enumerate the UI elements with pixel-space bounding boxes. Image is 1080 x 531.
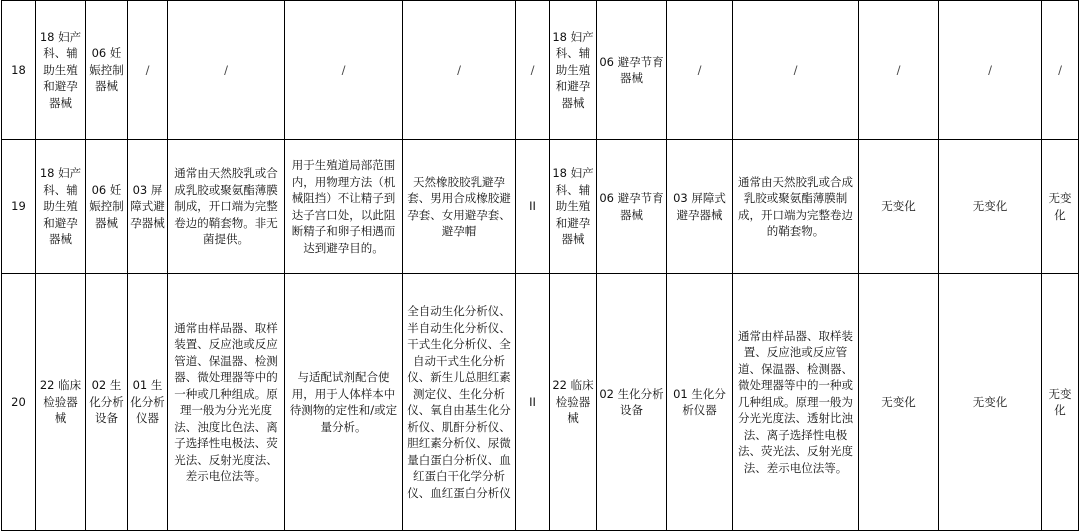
intended-use-change: 无变化	[859, 140, 939, 274]
management-class-old: II	[516, 140, 550, 274]
management-class-change: 无变化	[1042, 274, 1079, 531]
subcategory-old: 06 妊娠控制器械	[86, 140, 128, 274]
description-new: 通常由天然胶乳或合成乳胶或聚氨酯薄膜制成，开口端为完整卷边的鞘套物。	[733, 140, 859, 274]
management-class-old: II	[516, 274, 550, 531]
row-number: 20	[2, 274, 36, 531]
product-category-old: 03 屏障式避孕器械	[128, 140, 168, 274]
product-category-new: /	[667, 1, 733, 140]
category-new: 22 临床检验器械	[550, 274, 597, 531]
intended-use-change: 无变化	[859, 274, 939, 531]
subcategory-new: 06 避孕节育器械	[597, 1, 667, 140]
subcategory-old: 06 妊娠控制器械	[86, 1, 128, 140]
product-category-old: 01 生化分析仪器	[128, 274, 168, 531]
category-old: 18 妇产科、辅助生殖和避孕器械	[36, 140, 86, 274]
category-new: 18 妇产科、辅助生殖和避孕器械	[550, 140, 597, 274]
catalog-comparison-table	[1, 0, 1079, 531]
category-new: 18 妇产科、辅助生殖和避孕器械	[550, 1, 597, 140]
subcategory-new: 02 生化分析设备	[597, 274, 667, 531]
table-row	[2, 1, 1079, 140]
product-examples-change: 无变化	[939, 274, 1042, 531]
description-new: 通常由样品器、取样装置、反应池或反应管道、保温器、检测器、微处理器等中的一种或几种组成。原理一般为分光光度法、透射比浊法、离子选择性电极法、荧光法、反射光度法、差示电位法等。	[733, 274, 859, 531]
intended-use-change: /	[859, 1, 939, 140]
intended-use-old: /	[285, 1, 403, 140]
intended-use-old: 与适配试剂配合使用，用于人体样本中待测物的定性和/或定量分析。	[285, 274, 403, 531]
row-number: 18	[2, 1, 36, 140]
product-category-old: /	[128, 1, 168, 140]
product-examples-change: 无变化	[939, 140, 1042, 274]
subcategory-old: 02 生化分析设备	[86, 274, 128, 531]
intended-use-old: 用于生殖道局部范围内，用物理方法（机械阻挡）不让精子到达子宫口处，以此阻断精子和卵子相遇而达到避孕目的。	[285, 140, 403, 274]
description-old: 通常由样品器、取样装置、反应池或反应管道、保温器、检测器、微处理器等中的一种或几种组成。原理一般为分光光度法、浊度比色法、离子选择性电极法、荧光法、反射光度法、差示电位法等。	[168, 274, 285, 531]
product-examples-old: 全自动生化分析仪、半自动生化分析仪、干式生化分析仪、全自动干式生化分析仪、新生儿总胆红素测定仪、生化分析仪、氧自由基生化分析仪、肌酐分析仪、胆红素分析仪、尿微量白蛋白分析仪、血红蛋白干化学分析仪、血红蛋白分析仪	[403, 274, 516, 531]
category-old: 18 妇产科、辅助生殖和避孕器械	[36, 1, 86, 140]
table-row	[2, 274, 1079, 531]
product-examples-old: 天然橡胶胶乳避孕套、男用合成橡胶避孕套、女用避孕套、避孕帽	[403, 140, 516, 274]
row-number: 19	[2, 140, 36, 274]
description-old: /	[168, 1, 285, 140]
subcategory-new: 06 避孕节育器械	[597, 140, 667, 274]
management-class-change: /	[1042, 1, 1079, 140]
category-old: 22 临床检验器械	[36, 274, 86, 531]
description-old: 通常由天然胶乳或合成乳胶或聚氨酯薄膜制成，开口端为完整卷边的鞘套物。非无菌提供。	[168, 140, 285, 274]
management-class-old: /	[516, 1, 550, 140]
product-examples-change: /	[939, 1, 1042, 140]
product-category-new: 01 生化分析仪器	[667, 274, 733, 531]
management-class-change: 无变化	[1042, 140, 1079, 274]
description-new: /	[733, 1, 859, 140]
product-examples-old: /	[403, 1, 516, 140]
table-row	[2, 140, 1079, 274]
product-category-new: 03 屏障式避孕器械	[667, 140, 733, 274]
